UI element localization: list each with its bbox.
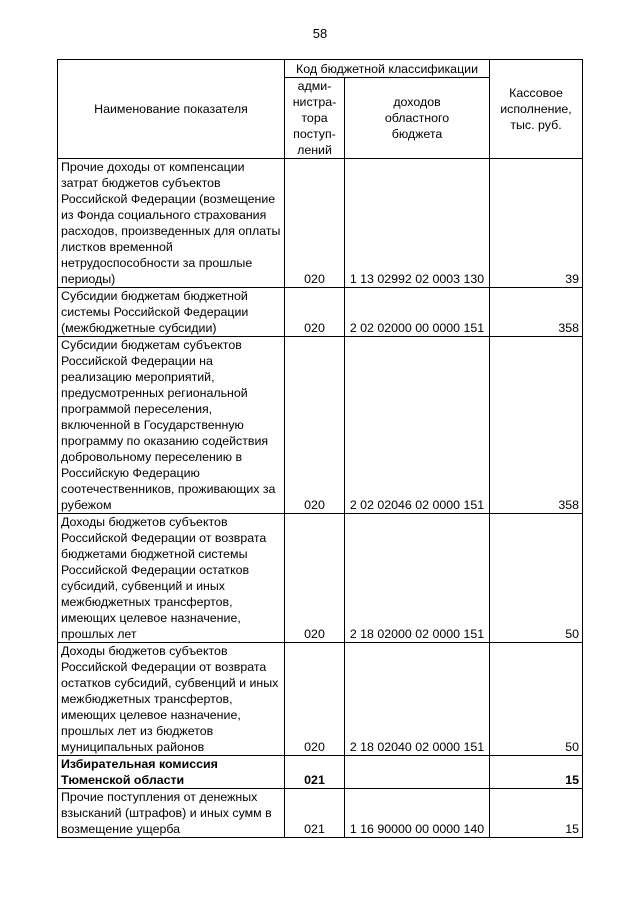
header-row: [58, 60, 583, 78]
table-row: [58, 789, 583, 838]
row-admin-code: 021: [285, 789, 345, 838]
budget-table: [57, 59, 583, 838]
row-income-code: 2 02 02046 02 0000 151: [345, 337, 490, 514]
row-name: Прочие доходы от компенсации затрат бюджетов субъектов Российской Федерации (возмещение из Фонда социального страхования расходов, произведенных для оплаты листков временной нетрудоспособности за прошлые периоды): [58, 159, 285, 288]
row-cash-execution: 15: [490, 789, 583, 838]
row-income-code: 1 16 90000 00 0000 140: [345, 789, 490, 838]
header-income: доходов областного бюджета: [345, 78, 490, 159]
row-name: Доходы бюджетов субъектов Российской Федерации от возврата остатков субсидий, субвенций и иных межбюджетных трансфертов, имеющих целевое назначение, прошлых лет из бюджетов муниципальных районов: [58, 643, 285, 756]
row-name: Избирательная комиссия Тюменской области: [58, 756, 285, 789]
header-admin: адми- нистра- тора поступ- лений: [285, 78, 345, 159]
header-name: Наименование показателя: [58, 60, 285, 159]
row-name: Субсидии бюджетам бюджетной системы Российской Федерации (межбюджетные субсидии): [58, 288, 285, 337]
row-cash-execution: 39: [490, 159, 583, 288]
row-admin-code: 020: [285, 514, 345, 643]
table-row: [58, 643, 583, 756]
table-row: [58, 514, 583, 643]
row-income-code: 2 18 02000 02 0000 151: [345, 514, 490, 643]
row-name: Субсидии бюджетам субъектов Российской Федерации на реализацию мероприятий, предусмотренных региональной программой переселения, включенной в Государственную программу по оказанию содействия добровольному переселению в Российскую Федерацию соотечественников, проживающих за рубежом: [58, 337, 285, 514]
table-row: [58, 756, 583, 789]
row-cash-execution: 50: [490, 514, 583, 643]
row-admin-code: 020: [285, 337, 345, 514]
table-row: [58, 337, 583, 514]
header-code-group: Код бюджетной классификации: [285, 60, 490, 78]
row-income-code: [345, 756, 490, 789]
row-name: Доходы бюджетов субъектов Российской Федерации от возврата бюджетами бюджетной системы Российской Федерации остатков субсидий, субвенций и иных межбюджетных трансфертов, имеющих целевое назначение, прошлых лет: [58, 514, 285, 643]
row-cash-execution: 15: [490, 756, 583, 789]
row-admin-code: 021: [285, 756, 345, 789]
table-row: [58, 159, 583, 288]
row-admin-code: 020: [285, 643, 345, 756]
row-admin-code: 020: [285, 288, 345, 337]
header-exec: Кассовое исполнение, тыс. руб.: [490, 60, 583, 159]
table-row: [58, 288, 583, 337]
row-income-code: 2 02 02000 00 0000 151: [345, 288, 490, 337]
row-admin-code: 020: [285, 159, 345, 288]
row-cash-execution: 358: [490, 337, 583, 514]
row-name: Прочие поступления от денежных взысканий (штрафов) и иных сумм в возмещение ущерба: [58, 789, 285, 838]
row-income-code: 2 18 02040 02 0000 151: [345, 643, 490, 756]
row-income-code: 1 13 02992 02 0003 130: [345, 159, 490, 288]
page-number: 58: [312, 26, 328, 41]
row-cash-execution: 358: [490, 288, 583, 337]
row-cash-execution: 50: [490, 643, 583, 756]
